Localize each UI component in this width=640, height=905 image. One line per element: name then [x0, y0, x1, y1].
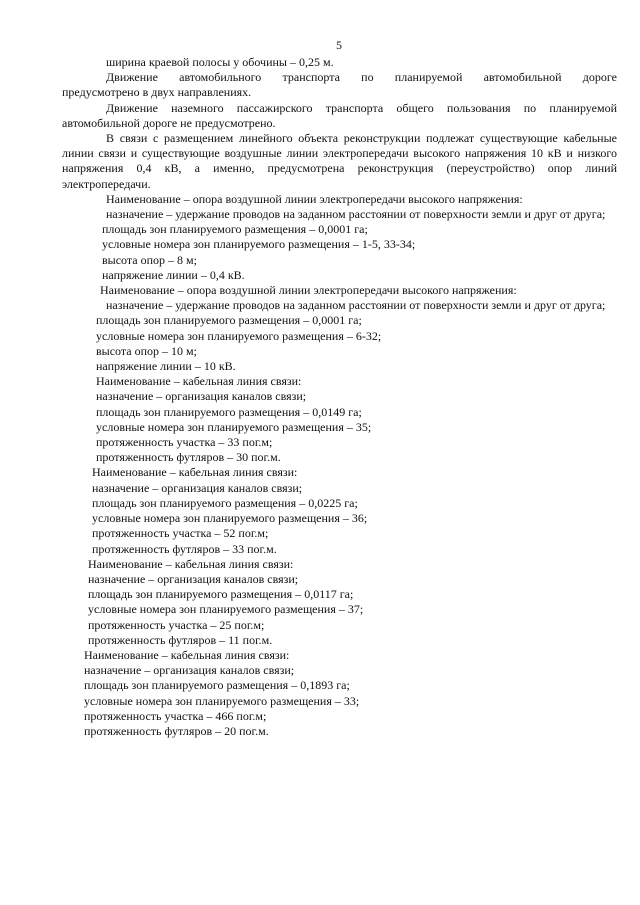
paragraph-traffic-directions-cont: предусмотрено в двух направлениях.: [62, 85, 252, 100]
item-name: Наименование – кабельная линия связи:: [88, 556, 294, 571]
paragraph-public-transport: Движение наземного пассажирского транспорта общего пользования по планируемой автомобильной дороге не предусмотрено.: [62, 100, 617, 130]
item-area: площадь зон планируемого размещения – 0,0225 га;: [92, 495, 358, 510]
page-number: 5: [336, 38, 342, 52]
item-name: Наименование – кабельная линия связи:: [84, 647, 290, 662]
item-segment-length: протяженность участка – 25 пог.м;: [88, 617, 265, 632]
item-casing-length: протяженность футляров – 11 пог.м.: [88, 632, 273, 647]
item-area: площадь зон планируемого размещения – 0,0149 га;: [96, 404, 362, 419]
item-purpose: назначение – удержание проводов на заданном расстоянии от поверхности земли и друг от друга;: [106, 207, 606, 222]
item-height: высота опор – 10 м;: [96, 343, 197, 358]
paragraph-edge-strip: ширина краевой полосы у обочины – 0,25 м.: [106, 55, 334, 69]
item-voltage: напряжение линии – 0,4 кВ.: [102, 267, 245, 282]
item-segment-length: протяженность участка – 33 пог.м;: [96, 435, 273, 450]
item-zone-numbers: условные номера зон планируемого размещения – 35;: [96, 419, 372, 434]
item-area: площадь зон планируемого размещения – 0,0001 га;: [102, 222, 368, 237]
item-zone-numbers: условные номера зон планируемого размещения – 33;: [84, 693, 360, 708]
item-purpose: назначение – организация каналов связи;: [96, 389, 307, 404]
item-purpose: назначение – организация каналов связи;: [88, 571, 299, 586]
item-area: площадь зон планируемого размещения – 0,0001 га;: [96, 313, 362, 328]
item-name: Наименование – кабельная линия связи:: [96, 374, 302, 389]
item-area: площадь зон планируемого размещения – 0,1893 га;: [84, 678, 350, 693]
item-segment-length: протяженность участка – 466 пог.м;: [84, 708, 267, 723]
item-zone-numbers: условные номера зон планируемого размещения – 1-5, 33-34;: [102, 237, 416, 252]
item-name: Наименование – опора воздушной линии электропередачи высокого напряжения:: [106, 191, 523, 206]
paragraph-reconstruction: В связи с размещением линейного объекта реконструкции подлежат существующие кабельные линии связи и существующие воздушные линии электропередачи высокого напряжения 10 кВ и низкого напряжения 0,4 кВ, а именно, предусмотрена реконструкция (переустройство) опор линий электропередачи.: [62, 131, 617, 191]
item-casing-length: протяженность футляров – 20 пог.м.: [84, 723, 269, 738]
item-purpose: назначение – удержание проводов на заданном расстоянии от поверхности земли и друг от друга;: [106, 298, 606, 313]
item-name: Наименование – кабельная линия связи:: [92, 465, 298, 480]
item-casing-length: протяженность футляров – 30 пог.м.: [96, 450, 281, 465]
item-casing-length: протяженность футляров – 33 пог.м.: [92, 541, 277, 556]
item-area: площадь зон планируемого размещения – 0,0117 га;: [88, 587, 354, 602]
item-zone-numbers: условные номера зон планируемого размещения – 6-32;: [96, 328, 382, 343]
document-body: [62, 55, 617, 739]
item-segment-length: протяженность участка – 52 пог.м;: [92, 526, 269, 541]
item-purpose: назначение – организация каналов связи;: [84, 663, 295, 678]
item-name: Наименование – опора воздушной линии электропередачи высокого напряжения:: [100, 283, 517, 298]
item-voltage: напряжение линии – 10 кВ.: [96, 359, 236, 374]
item-purpose: назначение – организация каналов связи;: [92, 480, 303, 495]
item-zone-numbers: условные номера зон планируемого размещения – 37;: [88, 602, 364, 617]
paragraph-traffic-directions: Движение автомобильного транспорта по планируемой автомобильной дороге: [106, 70, 617, 85]
item-zone-numbers: условные номера зон планируемого размещения – 36;: [92, 511, 368, 526]
item-height: высота опор – 8 м;: [102, 252, 197, 267]
